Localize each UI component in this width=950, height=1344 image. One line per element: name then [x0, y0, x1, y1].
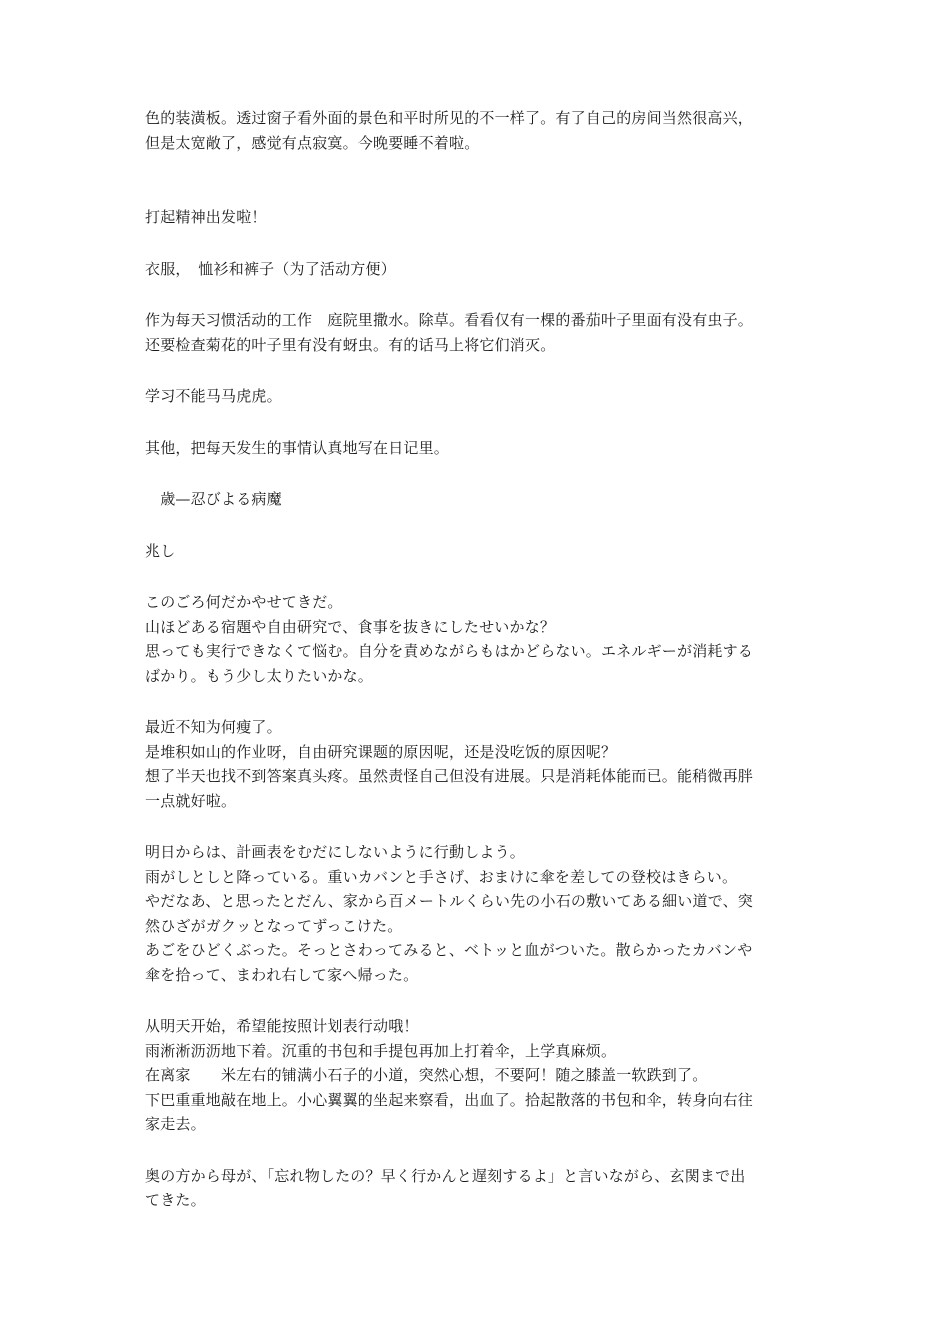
text-line: 山ほどある宿題や自由研究で、食事を抜きにしたせいかな？ [145, 617, 556, 636]
text-line: このごろ何だかやせてきだ。 [145, 593, 343, 611]
text-line: 打起精神出发啦！ [145, 208, 267, 226]
text-line: 一点就好啦。 [145, 791, 237, 810]
text-line: やだなあ、と思ったとだん、家から百メートルくらい先の小石の敷いてある細い道で、突 [145, 892, 754, 910]
paragraph [145, 384, 810, 409]
text-line: 色的装潢板。透过窗子看外面的景色和平时所见的不一样了。有了自己的房间当然很高兴， [145, 109, 754, 127]
text-line: 奥の方から母が、「忘れ物したの？早く行かんと遅刻するよ」と言いながら、玄関まで出 [145, 1166, 746, 1185]
text-line: 傘を拾って、まわれ右して家へ帰った。 [145, 965, 419, 984]
paragraph-spacer [145, 357, 810, 384]
paragraph [145, 257, 810, 282]
text-line: 但是太宽敞了，感觉有点寂寞。今晚要睡不着啦。 [145, 133, 480, 152]
paragraph-spacer [145, 987, 810, 1014]
text-line: 雨淅淅沥沥地下着。沉重的书包和手提包再加上打着伞，上学真麻烦。 [145, 1041, 617, 1060]
paragraph-spacer [145, 1137, 810, 1164]
text-line: あごをひどくぶった。そっとさわってみると、ベトッと血がついた。散らかったカバンや [145, 941, 753, 959]
text-line: 在离家 米左右的铺满小石子的小道，突然心想，不要阿！随之膝盖一软跌到了。 [145, 1066, 708, 1084]
text-line: 其他，把每天发生的事情认真地写在日记里。 [145, 438, 450, 457]
text-line: 衣服， 恤衫和裤子（为了活动方便） [145, 259, 396, 278]
text-line: 还要检查菊花的叶子里有没有蚜虫。有的话马上将它们消灭。 [145, 335, 556, 354]
paragraph [145, 308, 810, 357]
paragraph [145, 840, 810, 987]
text-line: 思っても実行できなくて悩む。自分を責めながらもはかどらない。エネルギーが消耗する [145, 642, 754, 660]
text-line: 从明天开始，希望能按照计划表行动哦！ [145, 1017, 419, 1035]
paragraph-spacer [145, 512, 810, 539]
text-line: ばかり。もう少し太りたいかな。 [145, 666, 374, 685]
text-line: 明日からは、計画表をむだにしないように行動しよう。 [145, 843, 526, 861]
paragraph-spacer [145, 281, 810, 308]
paragraph-spacer [145, 409, 810, 436]
text-line: 然ひざがガクッとなってずっこけた。 [145, 916, 403, 935]
paragraph [145, 205, 810, 230]
text-line: 最近不知为何瘦了。 [145, 718, 282, 736]
text-line: 兆し [145, 541, 176, 560]
paragraph-spacer [145, 460, 810, 487]
paragraph [145, 590, 810, 688]
paragraph [145, 539, 810, 564]
text-line: てきた。 [145, 1191, 206, 1209]
paragraph [145, 1164, 810, 1213]
paragraph-spacer [145, 688, 810, 715]
paragraph-spacer [145, 563, 810, 590]
paragraph [145, 1014, 810, 1137]
text-line: 作为每天习惯活动的工作 庭院里撒水。除草。看看仅有一棵的番茄叶子里面有没有虫子。 [145, 311, 754, 329]
text-line: 学习不能马马虎虎。 [145, 387, 282, 405]
text-line: 家走去。 [145, 1115, 206, 1133]
text-line: 是堆积如山的作业呀，自由研究课题的原因呢，还是没吃饭的原因呢？ [145, 742, 617, 761]
text-line: 下巴重重地敲在地上。小心翼翼的坐起来察看，出血了。拾起散落的书包和伞，转身向右往 [145, 1090, 754, 1109]
text-line: 歳—忍びよる病魔 [145, 490, 282, 508]
paragraph [145, 487, 810, 512]
paragraph-spacer [145, 813, 810, 840]
paragraph [145, 106, 810, 155]
text-line: 想了半天也找不到答案真头疼。虽然责怪自己但没有进展。只是消耗体能而已。能稍微再胖 [145, 767, 754, 785]
paragraph-spacer [145, 155, 810, 205]
document-page [145, 106, 810, 1213]
paragraph [145, 715, 810, 813]
paragraph [145, 436, 810, 461]
text-line: 雨がしとしと降っている。重いカバンと手さげ、おまけに傘を差しての登校はきらい。 [145, 867, 738, 886]
paragraph-spacer [145, 230, 810, 257]
